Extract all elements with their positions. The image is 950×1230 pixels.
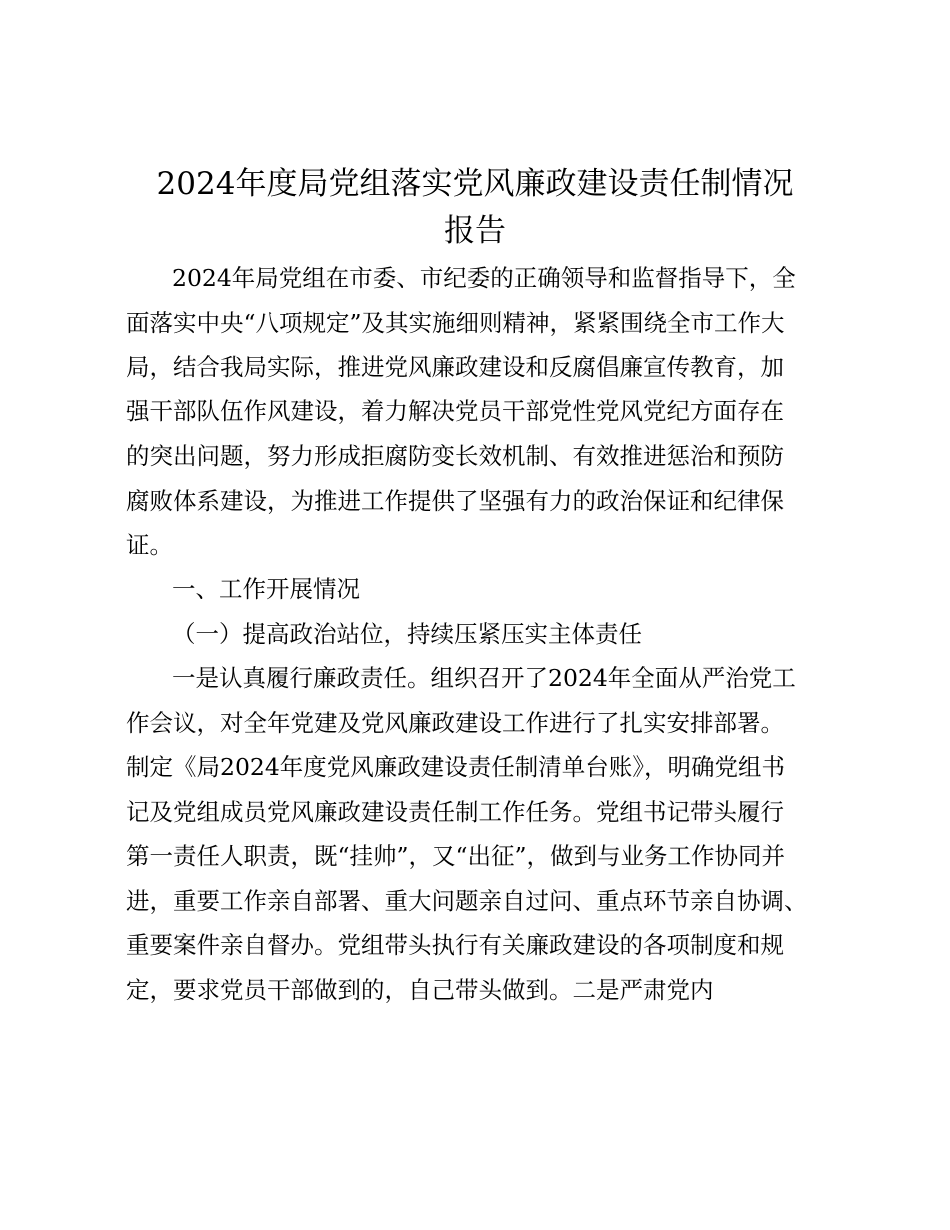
body-line: 定，要求党员干部做到的，自己带头做到。二是严肃党内 [126,976,714,1004]
body-line: 重要案件亲自督办。党组带头执行有关廉政建设的各项制度和规 [126,931,784,959]
body-line: 作会议，对全年党建及党风廉政建设工作进行了扎实安排部署。 [126,709,784,737]
subsection-heading: （一）提高政治站位，持续压紧压实主体责任 [172,620,642,648]
body-line: 腐败体系建设，为推进工作提供了坚强有力的政治保证和纪律保 [126,487,784,515]
section-heading: 一、工作开展情况 [172,575,360,603]
body-line: 进，重要工作亲自部署、重大问题亲自过问、重点环节亲自协调、 [126,887,808,915]
body-line: 的突出问题，努力形成拒腐防变长效机制、有效推进惩治和预防 [126,442,784,470]
body-line: 强干部队伍作风建设，着力解决党员干部党性党风党纪方面存在 [126,397,784,425]
body-line: 制定《局2024年度党风廉政建设责任制清单台账》，明确党组书 [126,753,786,781]
body-line: 一是认真履行廉政责任。组织召开了2024年全面从严治党工 [172,664,796,692]
document-title-line-2: 报告 [444,213,506,249]
body-line: 面落实中央“八项规定”及其实施细则精神，紧紧围绕全市工作大 [126,309,785,337]
document-title-line-1: 2024年度局党组落实党风廉政建设责任制情况 [156,166,794,202]
body-line: 证。 [126,531,173,559]
body-line: 第一责任人职责，既“挂帅”，又“出征”，做到与业务工作协同并 [126,842,786,870]
body-line: 局，结合我局实际，推进党风廉政建设和反腐倡廉宣传教育，加 [126,353,784,381]
body-line: 记及党组成员党风廉政建设责任制工作任务。党组书记带头履行 [126,798,784,826]
body-line: 2024年局党组在市委、市纪委的正确领导和监督指导下，全 [172,264,796,292]
